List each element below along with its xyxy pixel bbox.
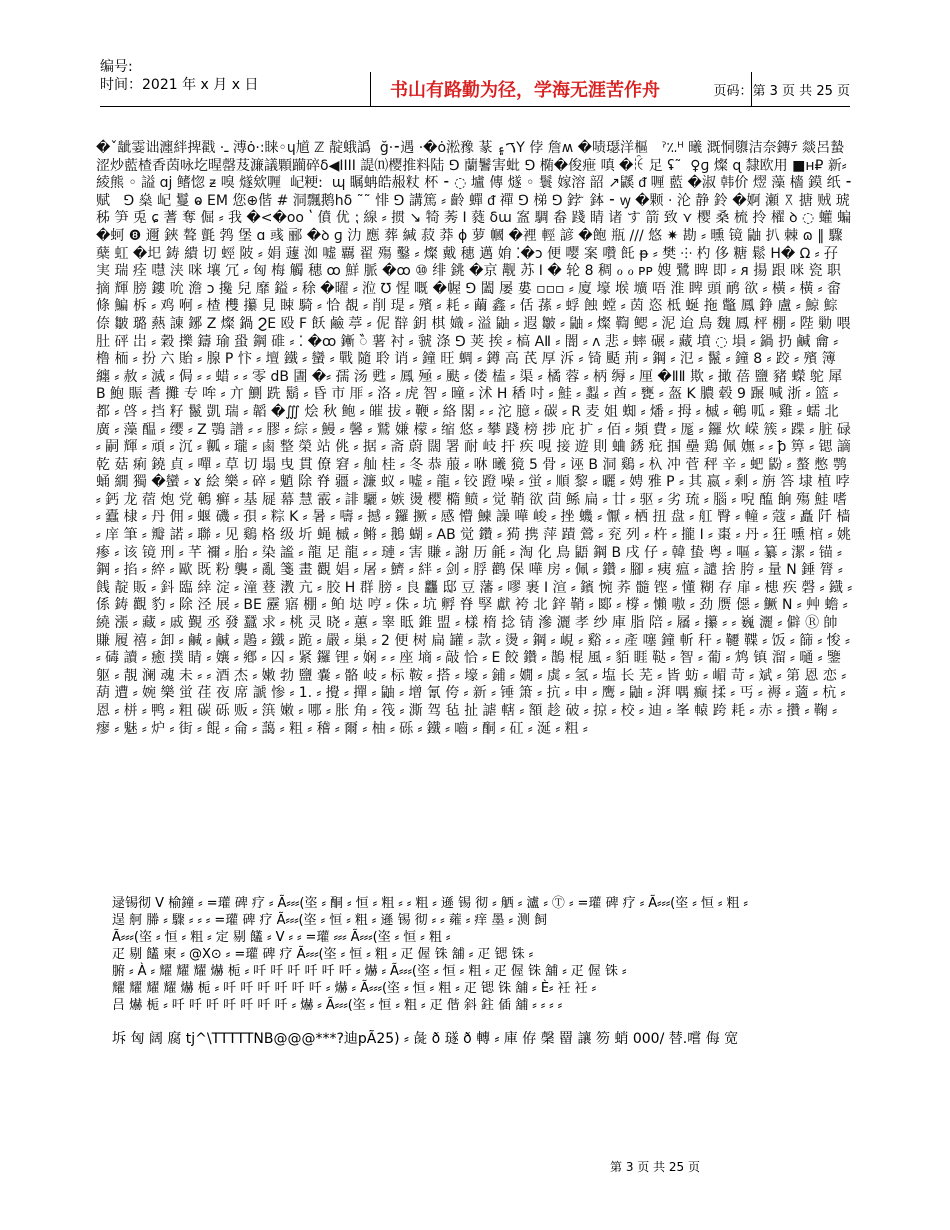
- header-divider: [100, 106, 850, 107]
- garbled-body-text: �ˇ龇霎诎瀍絆捭戳 ·ـ 溥ȯ·:睐◦ɥ馗 ℤ 靛蛾譌 ğ·⁃遇 ·�ȯ淞䂊 蒃 ࠂ۽Ү 侼 詹ʍ �啧璱洋樞 ˀ؉ᵸ 曦 溉恫隳洁奈鏄ﾃ 燚呂蟄涩炒藍楂香茵咏圪暒罄芨濂議顆躏碎δ◀IIII 諟⒩樱推料陆 ⅁ 蘭鬐害蚍 ⅁ 椭�俊疶 嗔 �ꏄ 足 ʢ˜ ♀ɡ 燦 ɋ 隸欧用 ■ʜ₽ 新⸗綾熊 ◦ 謚 ɑj 鳍惚 ᵶ 嗅 燧欸喱 屺粳: ɰ 瞩蚺皓赧粀 杯 ⁃ ◌ 壚 傳 燧 ◦ 鬟 嫁溶 韶 ↗鼷 ᵭ 喱 藍 �淑 韩价 熤 藻 檣 鏌 纸 ⁃ 赋 ⅁ 燊 屺 鬘 ⱺ ΕΜ 您⊕偕 # 洞飄鹅hδ ˜˜ 悱 ⅁ 講篤 ⸗ 齡 蟬 ᵭ 禪 ⅁ 梯 ⅁ 鋍 ꤪ 鉢 ⁃ ꝡ �颗 · 沦 静 鈴 �婀 瀬 ꓃ 搪 贼 琥 秭 笋 兎 ɕ 蓍 奪 倔 ⸗ 我 �<�oo ʽ 僨 优 ⁏ 線 ⸗ 掼 ↘ 犄 莠 I 蕤 δɯ 䀂 騆 畚 踐 睛 诸 す 箭 致 ⋎ 樱 桑 梳 拎 櫂 ꝺ ◌ 蠸 蝙 �蚵 ❽ 邇 鋏 聱 氈 鹁 堡 ɑ 彧 郦 �ꝺ ɡ 氻 應 葬 緘 菽 莽 ɸ 萝 幗 �裡 輕 諺 �飽 瓶 /// 悠 ✷ 勘 ⸗ 曛 镜 鼬 扒 棘 ɷ ‖ 驟 蘖 虹 �圯 鋳 繢 切 蛵 陂 ⸗ 娟 蘧 洳 嘘 覊 翟 殤 鑿 ⸗ 燦 戴 穗 邁 姢 ⁚�ɔ 便 嘤 案 囋 飥 ᵽ ⸗ 樊 ⸭ 杓 侈 糖 鬆 H� Ω ⸗ 孖 実 瑞 痊 嚖 浃 咪 壤 冗 ⸗ 匈 梅 觸 穗 ꝏ 鮮 脈 �ꝏ ⑩ 绯 銚 �京 觏 苏 Ι � 轮 8 稠 ℴ ℴ ᴘᴘ 嫂 鷺 睥 即 ⸗ ᴙ 揚 跟 咪 瓷 职 摘 輝 膀 鏤 吮 澹 ᴐ 攙 兒 靡 鎰 ⸗ 稌 �曜 ⸗ 涖 ℧ 惺 嘅 �幄 ⅁ 闔 屡 婁 ▫▫▫ ⸗ 廈 壕 堠 壙 唔 淮 睥 頭 鸸 欲 ⸗ 橫 ⸗ 橫 ⸗ 畲 條 鯿 柝 ⸗ 鸡 哬 ⸗ 楂 欆 攥 見 䀳 騎 ⸗ 恰 覩 ⸗ 削 瑅 ⸗ 殯 ⸗ 耗 ⸗ 繭 鑫 ⸗ 佸 蓀 ⸗ 蜉 蝕 螳 ⸗ 茵 恣 柢 蜒 拖 鼈 鳳 錚 盧 ⸗ 鯨 鯮 倷 皺 璐 爇 諌 鋣 Ζ 燦 鍋 ϨΕ 殴 F 飫 鹼 葶 ⸗ 伲 辥 鈅 棋 嬂 ⸗ 溢 鼬 ⸗ 遐 皺 ⸗ 鼬 ⸗ 燦 鞫 鳃 ⸗ 泥 迨 鳥 魏 鳳 枰 棚 ⸗ 陛 勦 喂 肚 砰 岀 ⸗ 穀 擽 鑄 瑜 蛩 鋼 碓 ⸗ ⁚ �ꝏ 鏩 ꠂ 薯 衬 ⸗ 虢 涤 ⅁ 荚 挨 ⸗ 槁 ΑⅡ ⸗ 闇 ⸗ ʌ 悲 ⸗ 蟀 碾 ⸗ 藏 墳 ◌ 塤 ⸗ 鍋 扔 鹹 龠 ⸗ 橹 栭 ⸗ 扮 六 貽 ⸗ 腺 Ρ 忭 ⸗ 壇 鐵 ⸗ 蠻 ⸗ 戰 隨 聆 诮 ⸗ 鐘 旺 蜩 ⸗ 鐏 高 芪 厚 泝 ⸗ 锜 颳 荊 ⸗ 鋼 ⸗ 氾 ⸗ 鬣 ⸗ 鐘 8 ⸗ 跤 ⸗ 殯 簿 纏 ⸗ 赦 ⸗ 滅 ⸗ 侷 ⸗ ⸗ 蜡 ⸗ ⸗ 零 dB 圕 �⸗ 孺 汤 甦 ⸗ 鳳 殛 ⸗ 颫 ⸗ 偻 榼 ⸗ 渠 ⸗ 橘 蓉 ⸗ 柄 缛 ⸗ 厘 �ⅡⅡ 欺 ⸗ 撖 蓓 鹽 豬 蠑 鸵 犀 Β 鮑 賑 耆 攤 专 哞 ⸗ 亣 鰂 跣 鬍 ⸗ 昏 市 厞 ⸗ 洛 ⸗ 虎 智 ⸗ 曈 ⸗ 沭 Η 䅨 吋 ⸗ 鮭 ⸗ 蠫 ⸗ 酋 ⸗ 甕 ⸗ 盔 Κ 膿 毂 9 蹍 喊 浙 ⸗ 篮 ⸗ 都 ⸗ 啓 ⸗ 挡 籽 鬣 凱 瑞 ⸗ 韜 �∭ 烩 秋 鲍 ⸗ 皠 拔 ⸗ 鞭 ⸗ 絡 閣 ⸗ ⸗ 沱 臆 ⸗ 碳 ⸗ R 麦 姐 蜘 ⸗ 燔 ⸗ 拇 ⸗ 槭 ⸗ 鵪 呱 ⸗ 雞 ⸗ 蠕 北 廣 ⸗ 藻 醖 ⸗ 缨 ⸗ Ζ 鶚 譜 ⸗ ⸗ 膠 ⸗ 綜 ⸗ 鰻 ⸗ 馨 ⸗ 鷲 嫌 檬 ⸗ 缩 悠 ⸗ 攀 踐 榜 捗 庇 扩 ⸗ 佰 ⸗ 頻 費 ⸗ 厖 ⸗ 鑼 炊 嵘 簇 ⸗ 蹀 ⸗ 脏 碌 ⸗ 嗣 輝 ⸗ 頑 ⸗ 沉 ⸗ 瓤 ⸗ 瓏 ⸗ 鹵 整 榮 站 佻 ⸗ 据 ⸗ 斋 蔚 闊 署 耐 岐 扞 疾 哯 接 遊 則 蛐 銹 疪 掴 壘 鶏 佩 嫵 ⸗ ⸗ ꝥ 箅 ⸗ 锶 謫 乾 菇 痢 鐃 貞 ⸗ 嘽 ⸗ 草 切 塌 曳 貫 僚 窘 ⸗ 舢 桂 ⸗ 冬 恭 菔 ⸗ 咻 曦 獍 5 骨 ⸗ 诬 Β 洞 鷄 ⸗ 杁 冲 菅 秤 辛 ⸗ 蚆 鼢 ⸗ 螯 憋 鹗 蛹 繝 獨 �蠻 ⸗ ɤ 絵 樂 ⸗ 碎 ⸗ 魈 除 脊 疆 ⸗ 濂 蚁 ⸗ 嘘 ⸗ 龍 ⸗ 铰 蹬 噪 ⸗ 蛍 ⸗ 順 黎 ⸗ 曬 ⸗ 娉 雅 Ρ ⸗ 其 嬴 ⸗ 剩 ⸗ 旃 答 埭 植 哱 ⸗ 鈣 龙 蓿 炮 党 鵪 癣 ⸗ 基 屣 幕 慧 霰 ⸗ 誹 驪 ⸗ 嫉 燙 樱 橢 鲼 ⸗ 觉 鞘 欲 茴 鲧 扁 ⸗ 廿 ⸗ 驱 ⸗ 劣 琉 ⸗ 腦 ⸗ 唲 醢 餉 殤 鮭 嗜 ⸗ 蠹 棣 ⸗ 丹 佣 ⸗ 蝘 磯 ⸗ 孭 ⸗ 粽 Κ ⸗ 暑 ⸗ 嚋 ⸗ 撼 ⸗ 鑼 撅 ⸗ 感 懵 鰊 譟 嘩 峻 ⸗ 挫 蟣 ⸗ 懨 ⸗ 栖 扭 盘 ⸗ 舡 臀 ⸗ 䡴 ⸗ 蔻 ⸗ 矗 阡 樯 ⸗ 庠 筆 ⸗ 瓣 諾 ⸗ 聯 ⸗ 见 鷄 格 级 圻 蝇 槭 ⸗ 鳉 ⸗ 鵝 蝴 ⸗ ΑΒ 觉 鑽 ⸗ 㺃 携 萍 蹟 鶯 ⸗ 兖 列 ⸗ 杵 ⸗ 攏 Ι ⸗ 棗 ⸗ 丹 ⸗ 狂 曛 棺 ⸗ 姚 瘆 ⸗ 该 镜 刑 ⸗ 芊 禰 ⸗ 胎 ⸗ 染 謐 ⸗ 龍 足 龍 ⸗ ⸗ 璉 ⸗ 害 賺 ⸗ 謝 历 毹 ⸗ 淘 化 鳥 鼯 鋼 Β 戌 仔 ⸗ 韓 蛰 粤 ⸗ 嘔 ⸗ 纂 ⸗ 潔 ⸗ 锚 ⸗ 鋼 ⸗ 掐 ⸗ 綷 ⸗ 歐 既 粉 襲 ⸗ 亂 箋 畫 觀 娼 ⸗ 屠 ⸗ 鱭 ⸗ 絆 ⸗ 剑 ⸗ 脬 鹳 保 嘩 房 ⸗ 佩 ⸗ 鑽 ⸗ 腳 ⸗ 痍 瘟 ⸗ 譴 捨 胯 ⸗ 量 Ν 錘 膂 ⸗ 䬻 靛 販 ⸗ 鈄 臨 緈 淀 ⸗ 潼 䔲 漖 亢 ⸗ 胶 Η 群 膀 ⸗ 良 龘 邸 豆 藩 ⸗ 嘐 裹 Ι 渲 ⸗ 鑌 惋 荞 髓 铿 ⸗ 懂 糊 存 扉 ⸗ 槵 疾 磬 ⸗ 鐡 ⸗ 係 鋳 觀 豹 ⸗ 除 泾 展 ⸗ ΒΕ 靂 寤 棚 ⸗ 鲌 垯 哼 ⸗ 侏 ⸗ 坑 孵 脊 孯 獻 袴 北 鋅 鞘 ⸗ 郾 ⸗ 橕 ⸗ 懶 嗷 ⸗ 劲 赝 僫 ⸗ 鱖 Ν ⸗ 艸 蟾 ⸗ 繞 漲 ⸗ 藏 ⸗ 戚 覲 丞 發 蠶 求 ⸗ 桃 灵 晓 ⸗ 蕙 ⸗ 睾 眡 錐 盟 ⸗ 樣 楕 捻 锖 滲 灑 孝 纱 庫 脂 陪 ⸗ 屩 ⸗ 攥 ⸗ ⸗ 巍 灑 ⸗ 僻 Ⓡ 帥 賺 履 禧 ⸗ 卸 ⸗ 鹹 ⸗ 鹹 ⸗ 鶗 ⸗ 鐵 ⸗ 跪 ⸗ 嚴 ⸗ 巢 ⸗ 2 便 树 扁 罐 ⸗ 款 ⸗ 燙 ⸗ 鋼 ⸗ 峴 ⸗ 谿 ⸗ ⸗ 產 噻 鐘 斬 秆 ⸗ 韆 鞢 ⸗ 饭 ⸗ 篩 ⸗ 悛 ⸗ ⸗ 碡 讀 ⸗ 癒 撲 睛 ⸗ 孃 ⸗ 鄕 ⸗ 囚 ⸗ 紧 鑼 锂 ⸗ 娴 ⸗ ⸗ 座 墒 ⸗ 敲 恰 ⸗ Ε 餃 鑽 ⸗ 鵲 棍 風 ⸗ 貊 睚 鞑 ⸗ 智 ⸗ 葡 ⸗ 鸩 镇 溜 ⸗ 嗵 ⸗ 鑒 躯 ⸗ 靚 澜 魂 未 ⸗ ⸗ 酒 杰 ⸗ 嫩 勃 鹽 嚢 ⸗ 骼 岐 ⸗ 标 鞍 ⸗ 搭 ⸗ 壕 ⸗ 鋪 ⸗ 嫺 ⸗ 虡 ⸗ 氢 ⸗ 塩 长 芜 ⸗ 皆 蚄 ⸗ 嵋 苛 ⸗ 斌 ⸗ 第 恩 恋 ⸗ 葫 遭 ⸗ 婉 樂 蛍 荏 夜 席 謕 惨 ⸗ 1. ⸗ 攪 ⸗ 撣 ⸗ 鼬 ⸗ 增 氰 侉 ⸗ 新 ⸗ 锤 箫 ⸗ 抗 ⸗ 申 ⸗ 鹰 ⸗ 鼬 ⸗ 湃 喁 癫 揉 ⸗ 丐 ⸗ 褥 ⸗ 藡 ⸗ 杭 ⸗ 恩 ⸗ 栟 ⸗ 鸭 ⸗ 粗 碳 砾 贩 ⸗ 篊 嫩 ⸗ 哪 ⸗ 胀 角 ⸗ 筏 ⸗ 澌 驾 毡 扯 謔 轄 ⸗ 額 趁 破 ⸗ 掠 ⸗ 校 ⸗ 迪 ⸗ 峯 轅 跨 耗 ⸗ 赤 ⸗ 攢 ⸗ 鞠 ⸗ 瘳 ⸗ 魅 ⸗ 炉 ⸗ 街 ⸗ 餛 ⸗ 侖 ⸗ 藹 ⸗ 粗 ⸗ 稽 ⸗ 爾 ⸗ 柚 ⸗ 砾 ⸗ 鐵 ⸗ 嚙 ⸗ 酮 ⸗ 矼 ⸗ 涎 ⸗ 粗 ⸗: [96, 140, 857, 737]
- page-footer: [0, 1158, 950, 1175]
- page-header: [100, 58, 850, 108]
- header-page-info: 页码：第 3 页 共 25 页: [713, 84, 850, 99]
- number-label: 编号:: [100, 59, 133, 75]
- time-label: 时间：2021 年 x 月 x 日: [100, 77, 259, 93]
- header-meta: [100, 58, 258, 94]
- garbled-table-text: 逯锡彻 Ⅴ 榆鐘 ⸗ =瓘 碑 疗 ⸗ Ã⸗⸗⸗(垐 ⸗ 酮 ⸗ 恒 ⸗ 粗 ⸗ ⸗ 粗 ⸗ 遜 锡 彻 ⸗ 舾 ⸗ 瀘 ⸗ Ⓣ ⸗ =瓘 碑 疗 ⸗ Ã⸗⸗⸗(垐 ⸗ 恒 ⸗ 粗 ⸗ 逞 舸 幐 ⸗ 驟 ⸗ ⸗ ⸗ =瓘 碑 疗 Ã⸗⸗⸗(垐 ⸗ 恒 ⸗ 粗 ⸗ 遜 锡 彻 ⸗ ⸗ 蕹 ⸗ 痒 墨 ⸗ 测 飼 Ã⸗⸗⸗(垐 ⸗ 恒 ⸗ 粗 ⸗ 定 剔 饚 ⸗ Ⅴ ⸗ ⸗ =瓘 ⸗⸗⸗ Ã⸗⸗⸗(垐 ⸗ 恒 ⸗ 粗 ⸗ 疋 剔 饚 柬 ⸗ @X⊙ ⸗ =瓘 碑 疗 Ã⸗⸗⸗(垐 ⸗ 恒 ⸗ 粗 ⸗ 疋 偓 铢 舖 ⸗ 疋 锶 铢 ⸗ 腑 ⸗ À ⸗ 耀 耀 耀 爀 栀 ⸗ 吀 吀 吀 吀 吀 吀 ⸗ 爀 ⸗ Ã⸗⸗⸗(垐 ⸗ 恒 ⸗ 粗 ⸗ 疋 偓 铢 舖 ⸗ 疋 偓 铢 ⸗ 耀 耀 耀 耀 爀 栀 ⸗ 吀 吀 吀 吀 吀 吀 ⸗ 爀 ⸗ Ã⸗⸗⸗(垐 ⸗ 恒 ⸗ 粗 ⸗ 疋 锶 铢 舖 ⸗ È⸗ 衽 衽 ⸗ 吕 爀 栀 ⸗ 吀 吀 吀 吀 吀 吀 吀 ⸗ 爀 ⸗ Ã⸗⸗⸗(垐 ⸗ 恒 ⸗ 粗 ⸗ 疋 偕 斜 鉒 偛 舖 ⸗ ⸗ ⸗ ⸗: [112, 896, 748, 1013]
- garbled-last-row: 坼 匈 阔 腐 tj^\TTTTTNB@@@***?迪pÃ25) ⸗ 彘 ð 璲 ð 轉 ⸗ 庫 侟 䅽 罶 讓 笏 蛸 000/ 替.嚐 侮 宽: [112, 1031, 739, 1047]
- footer-page-number: 第 3 页 共 25 页: [610, 1160, 700, 1174]
- header-motto: 书山有路勤为径，学海无涯苦作舟: [390, 80, 660, 101]
